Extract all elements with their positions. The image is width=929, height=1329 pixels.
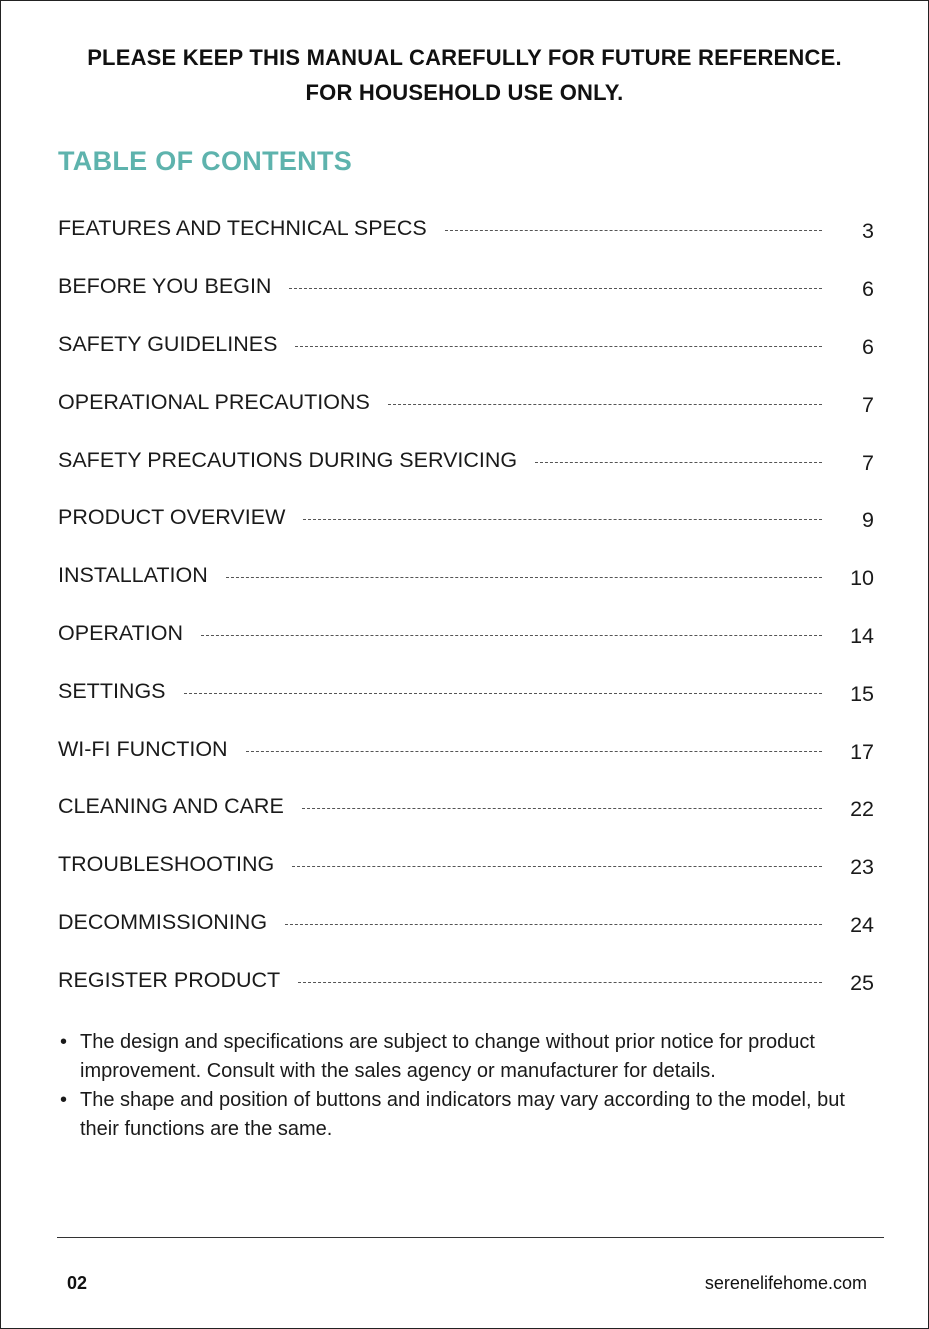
toc-entry[interactable]	[58, 894, 874, 952]
note-text: The design and specifications are subject to change without prior notice for product improvement. Consult with the sales agency or manufacturer for details.	[80, 1031, 815, 1082]
toc-entry-label: DECOMMISSIONING	[58, 909, 268, 934]
note-item	[60, 1086, 870, 1144]
toc-entry-page: 14	[850, 623, 874, 648]
dotted-leader	[295, 346, 822, 347]
toc-entry-label: OPERATIONAL PRECAUTIONS	[58, 389, 370, 414]
toc-entry-page: 23	[850, 855, 874, 880]
note-item	[60, 1028, 870, 1086]
toc-entry-label: WI-FI FUNCTION	[58, 736, 228, 761]
dotted-leader	[302, 808, 822, 809]
dotted-leader	[184, 693, 822, 694]
toc-entry-page: 9	[862, 508, 874, 533]
dotted-leader	[285, 924, 822, 925]
toc-entry-page: 7	[862, 450, 874, 475]
dotted-leader	[226, 577, 822, 578]
dotted-leader	[246, 751, 822, 752]
toc-entry-page: 3	[862, 219, 874, 244]
dotted-leader	[445, 230, 822, 231]
table-of-contents	[58, 200, 874, 1009]
toc-entry-page: 10	[850, 566, 874, 591]
toc-entry-label: SETTINGS	[58, 678, 166, 703]
toc-entry-label: BEFORE YOU BEGIN	[58, 274, 272, 299]
toc-entry-label: SAFETY GUIDELINES	[58, 331, 278, 356]
toc-entry-label: PRODUCT OVERVIEW	[58, 505, 286, 530]
toc-entry[interactable]	[58, 200, 874, 258]
dotted-leader	[388, 404, 822, 405]
toc-entry[interactable]	[58, 605, 874, 663]
toc-entry[interactable]	[58, 662, 874, 720]
toc-entry[interactable]	[58, 720, 874, 778]
toc-entry[interactable]	[58, 836, 874, 894]
toc-entry-label: CLEANING AND CARE	[58, 794, 284, 819]
bullet-icon: •	[60, 1031, 68, 1053]
notes-list	[60, 1028, 870, 1144]
toc-entry-label: FEATURES AND TECHNICAL SPECS	[58, 216, 427, 241]
toc-entry-page: 6	[862, 334, 874, 359]
toc-entry[interactable]	[58, 431, 874, 489]
dotted-leader	[303, 519, 822, 520]
toc-entry-label: TROUBLESHOOTING	[58, 852, 275, 877]
toc-entry-label: REGISTER PRODUCT	[58, 967, 281, 992]
dotted-leader	[535, 462, 822, 463]
bullet-icon: •	[60, 1089, 68, 1111]
toc-entry[interactable]	[58, 489, 874, 547]
dotted-leader	[289, 288, 822, 289]
header-line-2: FOR HOUSEHOLD USE ONLY.	[305, 80, 624, 105]
dotted-leader	[298, 982, 822, 983]
toc-entry[interactable]	[58, 373, 874, 431]
toc-entry-page: 25	[850, 970, 874, 995]
dotted-leader	[201, 635, 822, 636]
manual-header	[0, 40, 929, 110]
note-text: The shape and position of buttons and indicators may vary according to the model, but their functions are the same.	[80, 1089, 845, 1140]
toc-entry-page: 7	[862, 392, 874, 417]
dotted-leader	[292, 866, 822, 867]
toc-entry-page: 24	[850, 912, 874, 937]
toc-entry[interactable]	[58, 951, 874, 1009]
toc-entry[interactable]	[58, 547, 874, 605]
toc-entry-page: 22	[850, 797, 874, 822]
toc-title: TABLE OF CONTENTS	[58, 146, 353, 176]
footer-divider	[57, 1237, 884, 1238]
toc-entry-page: 15	[850, 681, 874, 706]
toc-entry-label: INSTALLATION	[58, 563, 208, 588]
toc-entry[interactable]	[58, 778, 874, 836]
header-line-1: PLEASE KEEP THIS MANUAL CAREFULLY FOR FUTURE REFERENCE.	[87, 45, 842, 70]
toc-entry-page: 17	[850, 739, 874, 764]
website-link[interactable]: serenelifehome.com	[704, 1273, 867, 1293]
toc-entry-label: OPERATION	[58, 620, 184, 645]
toc-entry-page: 6	[862, 277, 874, 302]
page-number: 02	[67, 1273, 88, 1293]
toc-entry-label: SAFETY PRECAUTIONS DURING SERVICING	[58, 447, 518, 472]
toc-entry[interactable]	[58, 316, 874, 374]
toc-entry[interactable]	[58, 258, 874, 316]
